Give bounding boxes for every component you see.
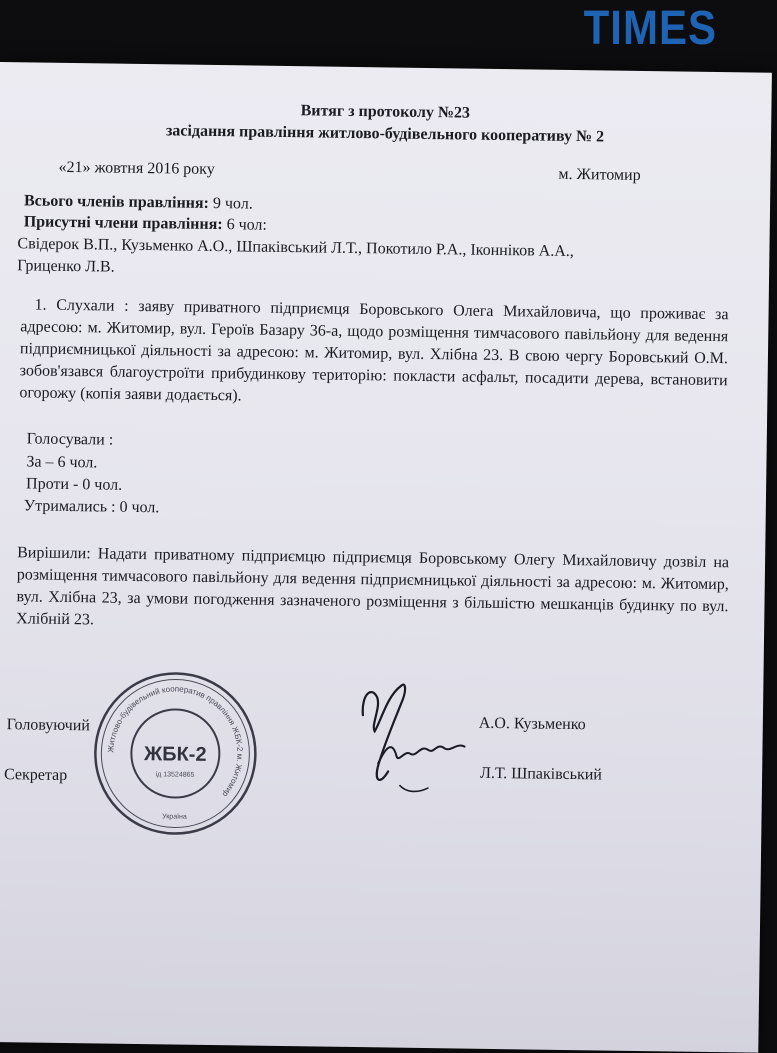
secretary-name: Л.Т. Шпаківський — [479, 764, 603, 784]
voting-against: Проти - 0 чол. — [25, 475, 123, 494]
document-date: «21» жовтня 2016 року — [58, 158, 215, 179]
times-logo: TIMES — [583, 0, 717, 55]
decision-text: Вирішили: Надати приватному підприємцю підприємця Боровському Олегу Михайловичу дозвіл на розміщення тимчасового павільйону для ведення підприємницької діяльності за адресою: м. Житомир, вул. Хлібна 23, за умови погодження зазначеного розміщення з більшістю мешканців будинку по вул. Хлібній 23. — [16, 544, 730, 629]
voting-label: Голосували : — [26, 430, 114, 449]
signature-chair-stroke — [362, 684, 405, 780]
voting-for: За – 6 чол. — [26, 453, 98, 472]
members-names-line-2: Гриценко Л.В. — [17, 257, 115, 276]
members-total-label: Всього членів правління: — [23, 192, 210, 212]
members-total-value: 9 чол. — [212, 194, 253, 213]
document-city: м. Житомир — [558, 165, 641, 184]
members-present — [24, 213, 267, 234]
cooperative-seal — [89, 667, 261, 839]
signature-secretary-stroke — [378, 744, 464, 764]
seal-code-text: ід 13524865 — [155, 771, 195, 779]
members-total — [24, 192, 253, 213]
chair-name: А.О. Кузьменко — [478, 714, 586, 734]
members-present-value: 6 чол: — [226, 216, 268, 234]
handwritten-signature — [340, 645, 482, 807]
secretary-label: Секретар — [3, 766, 68, 785]
chair-label: Головуючий — [6, 716, 90, 735]
protocol-document — [0, 62, 772, 1053]
members-present-label: Присутні члени правління: — [23, 213, 223, 234]
members-names-line-1: Свідерок В.П., Кузьменко А.О., Шпаківський Л.Т., Покотило Р.А., Іконніков А.А., — [17, 235, 574, 261]
seal-country-text: Україна — [162, 813, 187, 821]
item-1-text: 1. Слухали : заяву приватного підприємця Боровського Олега Михайловича, що проживає за адресою: м. Житомир, вул. Героїв Базару 36-а, щодо розміщення тимчасового павільйону для ведення підприємницької діяльності за адресою: м. Житомир, вул. Хлібна 23. В свою чергу Боровський О.М. зобов'язався благоустроїти прибудинкову територію: покласти асфальт, посадити дерева, встановити огорожу (копія заяви додається). — [19, 296, 729, 405]
voting-abstained: Утримались : 0 чол. — [23, 497, 160, 517]
title-line-2: засідання правління житлово-будівельного кооперативу № 2 — [165, 122, 605, 146]
document-title — [0, 96, 771, 151]
seal-ring-text: Житлово-будівельний кооператив правління ЖБК-2 м. Житомир — [106, 684, 245, 799]
seal-center-text: ЖБК-2 — [143, 743, 207, 766]
title-line-1: Витяг з протоколу №23 — [300, 102, 471, 122]
signature-flourish — [400, 786, 428, 792]
